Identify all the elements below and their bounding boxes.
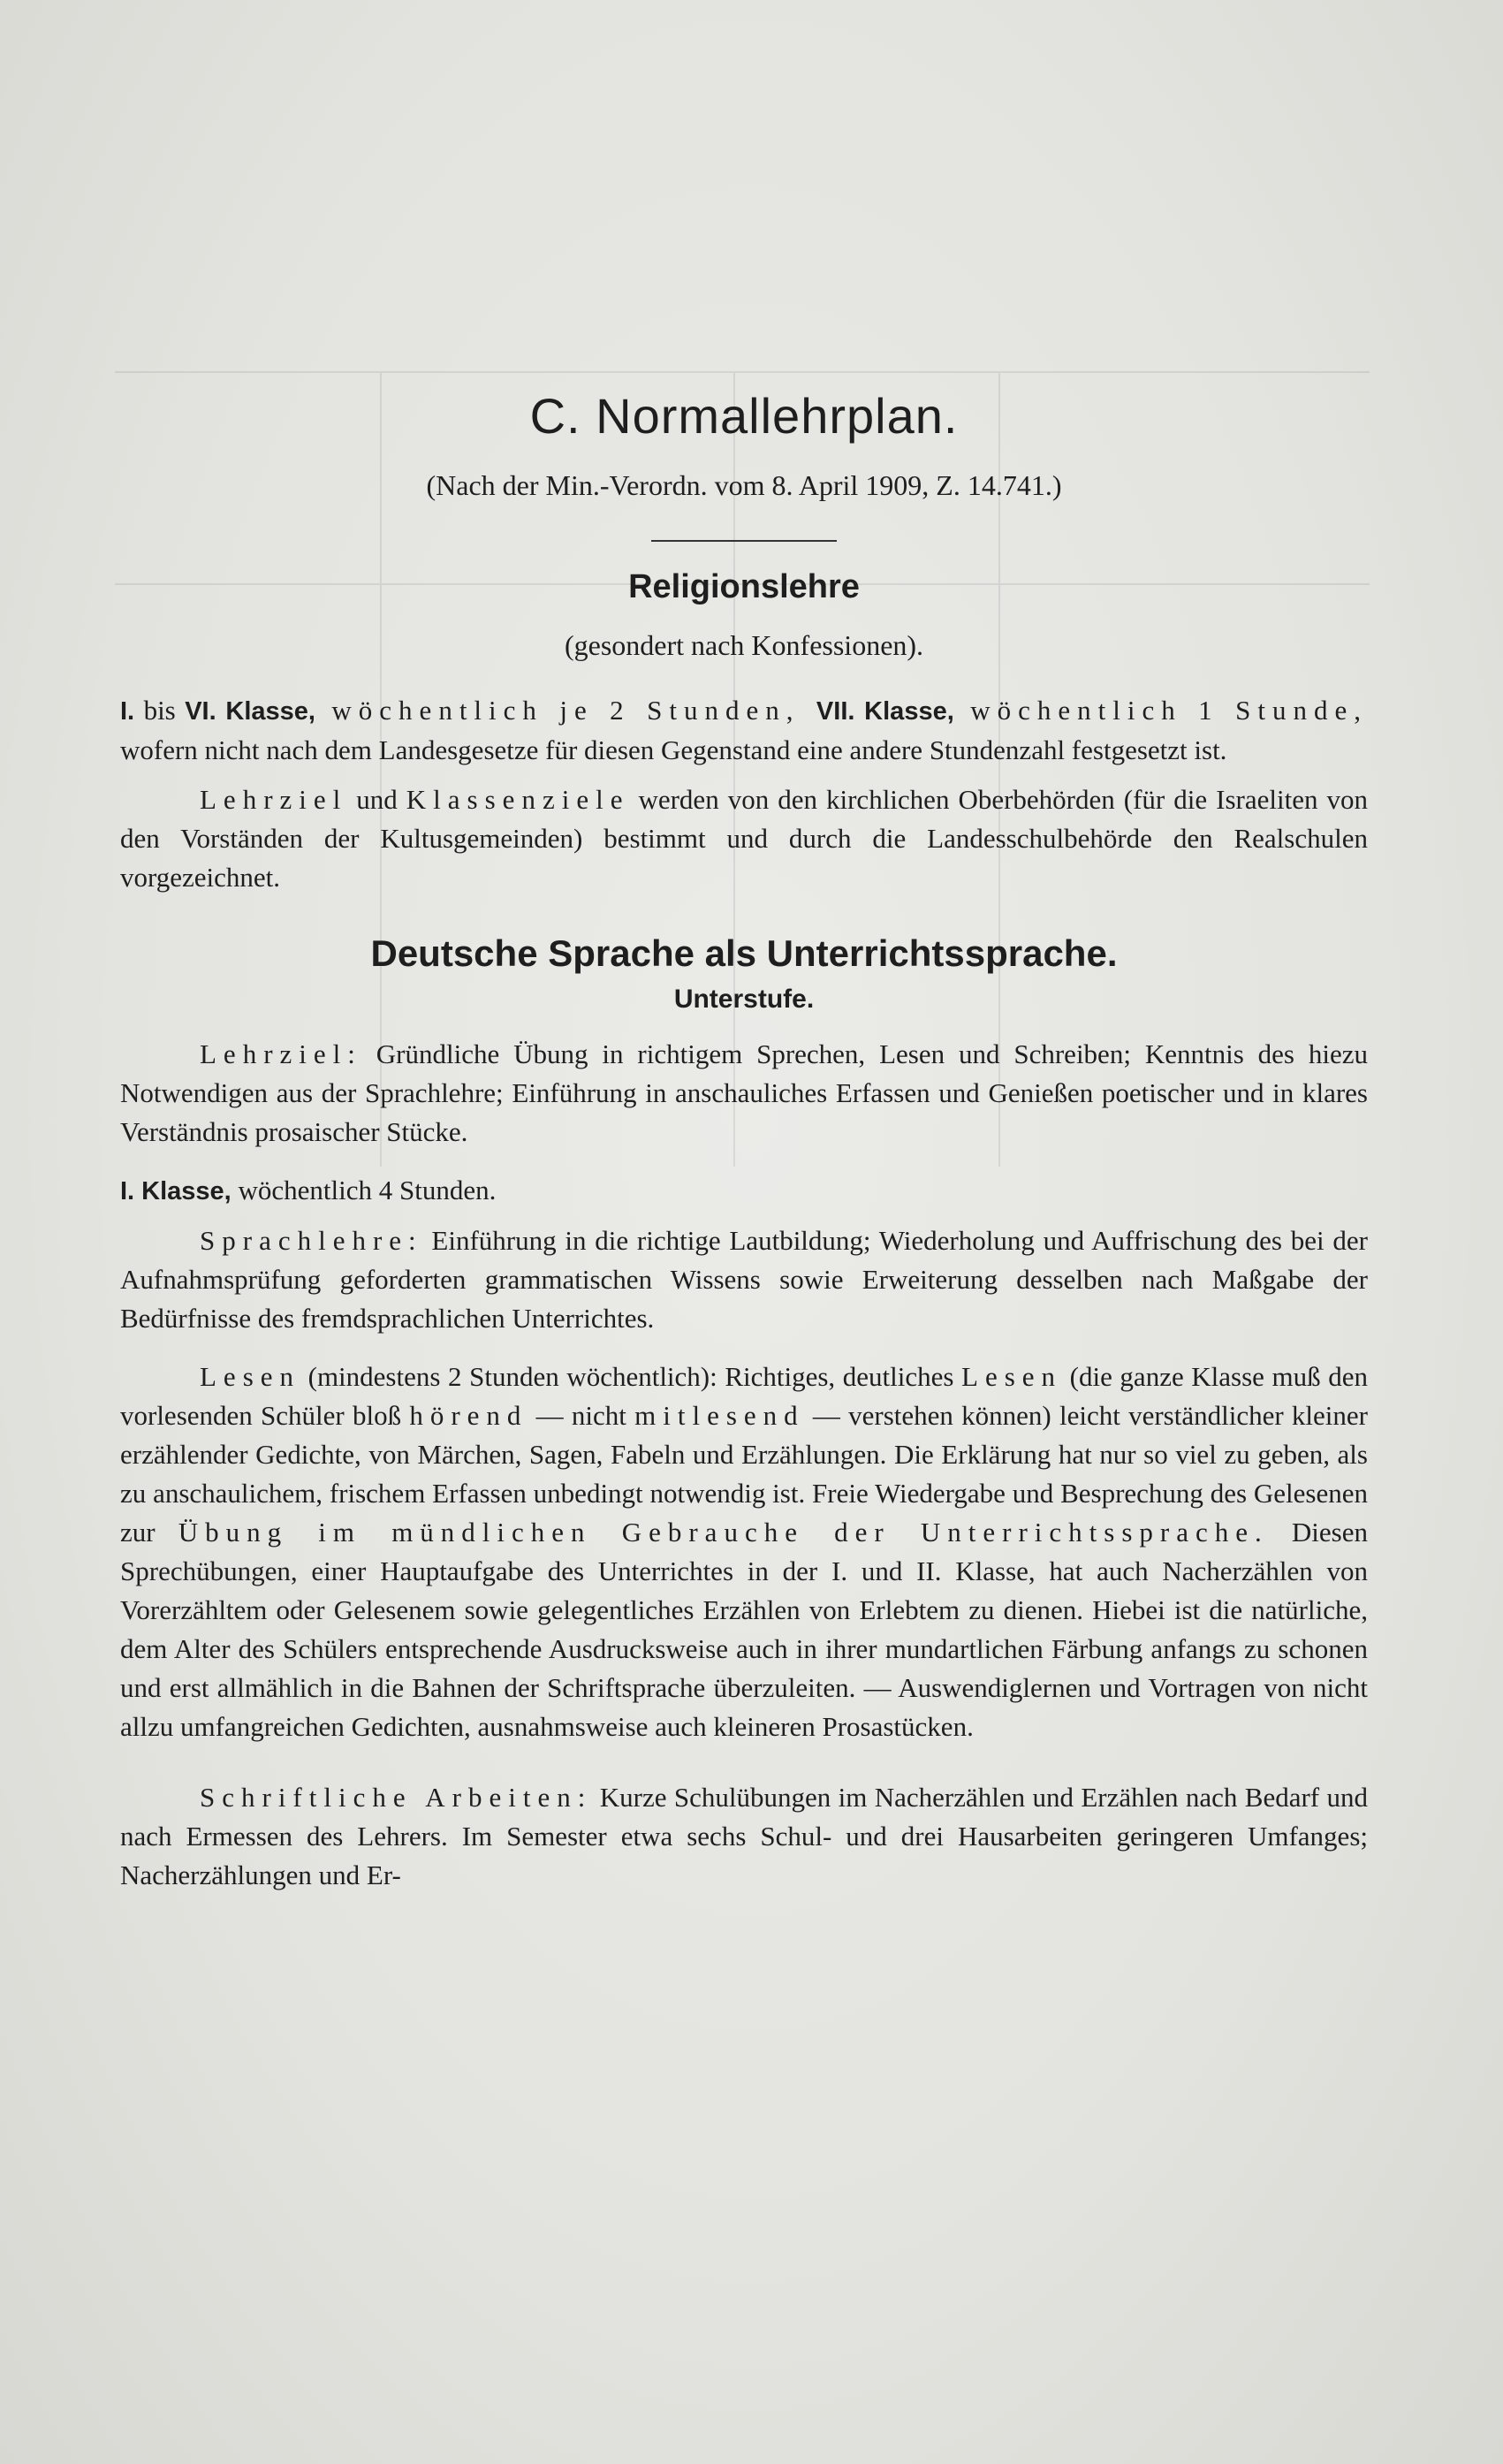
lesen-spaced-3: mitlesend	[634, 1400, 805, 1431]
goals-text: werden von den kirchlichen Oberbehörden (für die Israeliten von den Vorständen der Kultusgemeinden) bestimmt und durch die Landesschulbehörde den Realschulen vorgezeichnet.	[120, 784, 1368, 893]
divider	[651, 540, 837, 542]
paragraph-lehrziel	[120, 1035, 1368, 1152]
lesen-spaced-1: Lesen	[961, 1361, 1063, 1392]
paragraph-schriftlich	[120, 1778, 1368, 1895]
lesen-text-1: (mindestens 2 Stunden wöchentlich): Richtiges, deutliches	[300, 1361, 962, 1392]
page-title: C. Normallehrplan.	[529, 388, 959, 444]
section-subtitle-religion: (gesondert nach Konfessionen).	[564, 629, 924, 661]
hours-text-a: wöchentlich je 2 Stunden,	[315, 695, 816, 726]
paragraph-religion-goals	[120, 780, 1368, 897]
term-lehrziel-deutsch: Lehrziel:	[200, 1038, 362, 1069]
class-i-hours: wöchentlich 4 Stunden.	[231, 1175, 497, 1205]
und-text: und	[347, 784, 406, 815]
class-vi-label: VI. Klasse,	[185, 697, 315, 726]
lesen-spaced-4: Übung im mündlichen Gebrauche der Unterrichtssprache.	[178, 1517, 1269, 1548]
hours-text-b: wöchentlich 1 Stunde,	[953, 695, 1368, 726]
class-vii-label: VII. Klasse,	[816, 697, 954, 726]
lesen-spaced-2: hörend	[409, 1400, 528, 1431]
stage-label: Unterstufe.	[673, 985, 815, 1014]
paragraph-sprachlehre	[120, 1221, 1368, 1338]
section-title-religion: Religionslehre	[628, 568, 860, 605]
term-schriftliche-arbeiten: Schriftliche Arbeiten:	[200, 1782, 593, 1813]
section-title-deutsch: Deutsche Sprache als Unterrichtssprache.	[370, 932, 1118, 974]
bis-text: bis	[134, 695, 186, 726]
class-i-label: I. Klasse,	[120, 1177, 232, 1205]
lesen-text-2: (die ganze Klasse muß den vorlesenden Schüler bloß	[120, 1361, 1368, 1431]
lesen-text-4: — verstehen können) leicht verständlicher kleiner erzählender Gedichte, von Märchen, Sagen, Fabeln und Erzählungen. Die Erklärung hat nur so viel zu geben, als zu anschaulichem, frischem Erfassen unbedingt notwendig ist. Freie Wiedergabe und Besprechung des Gelesenen zur	[120, 1400, 1368, 1548]
class-range-start: I.	[120, 697, 135, 726]
paragraph-lesen	[120, 1357, 1368, 1746]
paragraph-klasse	[120, 1171, 1368, 1211]
document-body	[120, 387, 1368, 1895]
sprachlehre-text: Einführung in die richtige Lautbildung; Wiederholung und Auffrischung des bei der Aufnahmsprüfung geforderten grammatischen Wissens sowie Erweiterung desselben nach Maßgabe der Bedürfnisse des fremdsprachlichen Unterrichtes.	[120, 1225, 1368, 1334]
term-klassenziele: Klassenziele	[406, 784, 630, 815]
lehrziel-text: Gründliche Übung in richtigem Sprechen, Lesen und Schreiben; Kenntnis des hiezu Notwendigen aus der Sprachlehre; Einführung in anschauliches Erfassen und Genießen poetischer und in klares Verständnis prosaischer Stücke.	[120, 1038, 1368, 1147]
hours-condition: wofern nicht nach dem Landesgesetze für diesen Gegenstand eine andere Stundenzahl festgesetzt ist.	[120, 734, 1227, 765]
decree-reference: (Nach der Min.-Verordn. vom 8. April 1909, Z. 14.741.)	[426, 469, 1062, 501]
term-sprachlehre: Sprachlehre:	[200, 1225, 423, 1256]
term-lehrziel: Lehrziel	[200, 784, 348, 815]
lesen-text-5: Diesen Sprechübungen, einer Hauptaufgabe des Unterrichtes in der I. und II. Klasse, hat auch Nacherzählen von Vorerzähltem oder Gelesenem sowie gelegentliches Erzählen von Erlebtem zu dienen. Hiebei ist die natürliche, dem Alter des Schülers entsprechende Ausdrucksweise auch in ihrer mundartlichen Färbung anfangs zu schonen und erst allmählich in die Bahnen der Schriftsprache überzuleiten. — Auswendiglernen und Vortragen von nicht allzu umfangreichen Gedichten, ausnahmsweise auch kleineren Prosastücken.	[120, 1517, 1368, 1742]
schriftlich-text: Kurze Schulübungen im Nacherzählen und Erzählen nach Bedarf und nach Ermessen des Lehrers. Im Semester etwa sechs Schul- und drei Hausarbeiten geringeren Umfanges; Nacherzählungen und Er-	[120, 1782, 1368, 1890]
term-lesen: Lesen	[200, 1361, 301, 1392]
lesen-text-3: — nicht	[528, 1400, 635, 1431]
paragraph-religion-hours	[120, 691, 1368, 770]
